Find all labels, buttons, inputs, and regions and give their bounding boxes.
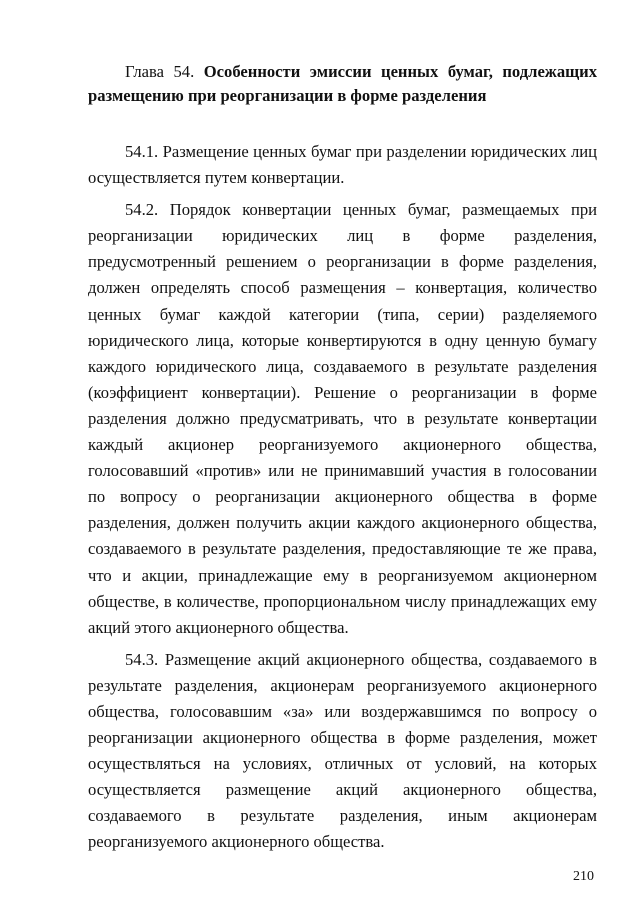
paragraph-54-2 — [88, 197, 597, 641]
paragraph-number: 54.1. — [125, 142, 159, 161]
paragraph-text: Размещение акций акционерного общества, создаваемого в результате разделения, акционерам реорганизуемого акционерного общества, голосовавшим «за» или воздержавшимся по вопросу о реорганизации акционерного общества в форме разделения, может осуществляться на условиях, отличных от условий, на которых осуществляется размещение акций акционерного общества, создаваемого в результате разделения, иным акционерам реорганизуемого акционерного общества. — [88, 649, 597, 852]
chapter-heading — [88, 60, 597, 108]
page-number: 210 — [573, 869, 594, 884]
chapter-label: Глава 54. — [125, 62, 195, 81]
paragraph-text: Порядок конвертации ценных бумаг, размещаемых при реорганизации юридических лиц в форме разделения, предусмотренный решением о реорганизации в форме разделения, должен определять способ размещения – конвертация, количество ценных бумаг каждой категории (типа, серии) разделяемого юридического лица, которые конвертируются в одну ценную бумагу каждого юридического лица, создаваемого в результате разделения (коэффициент конвертации). Решение о реорганизации в форме разделения должно предусматривать, что в результате конвертации каждый акционер реорганизуемого акционерного общества, голосовавший «против» или не принимавший участия в голосовании по вопросу о реорганизации акционерного общества в форме разделения, должен получить акции каждого акционерного общества, создаваемого в результате разделения, предоставляющие те же права, что и акции, принадлежащие ему в реорганизуемом акционерном обществе, в количестве, пропорциональном числу принадлежащих ему акций этого акционерного общества. — [88, 200, 597, 637]
document-page — [88, 60, 597, 856]
paragraph-number: 54.3. — [125, 649, 159, 669]
paragraph-number: 54.2. — [125, 200, 159, 220]
chapter-title: Особенности эмиссии ценных бумаг, подлежащих размещению при реорганизации в форме разделения — [88, 62, 598, 105]
paragraph-54-1 — [88, 139, 597, 191]
paragraph-54-3 — [88, 647, 597, 856]
paragraph-text: Размещение ценных бумаг при разделении юридических лиц осуществляется путем конвертации. — [88, 142, 597, 188]
